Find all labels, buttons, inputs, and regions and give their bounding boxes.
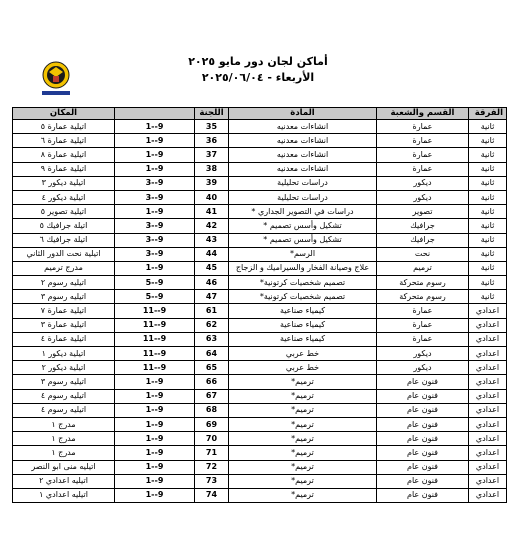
cell-subject: ترميم*	[229, 446, 377, 460]
cell-subject: انشاءات معدنيه	[229, 134, 377, 148]
cell-place: مدرج ١	[13, 446, 115, 460]
cell-time: 5--9	[115, 276, 195, 290]
cell-year: اعدادي	[469, 389, 507, 403]
cell-committee: 73	[195, 474, 229, 488]
committee-table	[12, 107, 507, 503]
cell-place: اتيلية ديكور ٤	[13, 190, 115, 204]
cell-time: 1--9	[115, 134, 195, 148]
cell-dept: عمارة	[377, 304, 469, 318]
cell-time: 3--9	[115, 176, 195, 190]
cell-place: اتيلية عمارة ٦	[13, 134, 115, 148]
cell-subject: ترميم*	[229, 432, 377, 446]
cell-place: مدرج ١	[13, 432, 115, 446]
table-row	[13, 120, 507, 134]
cell-subject: تصميم شخصيات كرتونية*	[229, 276, 377, 290]
cell-time: 11--9	[115, 318, 195, 332]
cell-committee: 61	[195, 304, 229, 318]
cell-place: اتيليه منى ابو النصر	[13, 460, 115, 474]
cell-dept: فنون عام	[377, 474, 469, 488]
cell-time: 1--9	[115, 488, 195, 502]
cell-committee: 42	[195, 219, 229, 233]
table-row	[13, 134, 507, 148]
cell-committee: 70	[195, 432, 229, 446]
cell-year: اعدادي	[469, 361, 507, 375]
cell-place: اتيليه رسوم ٢	[13, 276, 115, 290]
col-header-committee: اللجنة	[195, 108, 229, 120]
cell-year: ثانية	[469, 276, 507, 290]
table-row	[13, 176, 507, 190]
cell-committee: 35	[195, 120, 229, 134]
cell-time: 1--9	[115, 474, 195, 488]
cell-year: ثانية	[469, 247, 507, 261]
cell-dept: عمارة	[377, 162, 469, 176]
cell-year: ثانية	[469, 148, 507, 162]
cell-place: اتيلية عمارة ٨	[13, 148, 115, 162]
cell-year: اعدادي	[469, 417, 507, 431]
cell-year: اعدادي	[469, 318, 507, 332]
cell-dept: فنون عام	[377, 432, 469, 446]
cell-committee: 63	[195, 332, 229, 346]
cell-dept: فنون عام	[377, 403, 469, 417]
cell-committee: 72	[195, 460, 229, 474]
cell-place: مدرج ترميم	[13, 261, 115, 275]
cell-committee: 40	[195, 190, 229, 204]
page-title: أماكن لجان دور مايو ٢٠٢٥	[188, 55, 328, 68]
cell-committee: 36	[195, 134, 229, 148]
cell-committee: 66	[195, 375, 229, 389]
table-row	[13, 162, 507, 176]
cell-subject: انشاءات معدنيه	[229, 148, 377, 162]
cell-subject: خط عربي	[229, 347, 377, 361]
cell-committee: 71	[195, 446, 229, 460]
cell-time: 1--9	[115, 375, 195, 389]
cell-dept: ديكور	[377, 361, 469, 375]
cell-dept: عمارة	[377, 148, 469, 162]
cell-dept: فنون عام	[377, 417, 469, 431]
cell-committee: 62	[195, 318, 229, 332]
cell-time: 1--9	[115, 120, 195, 134]
table-row	[13, 290, 507, 304]
cell-year: اعدادي	[469, 375, 507, 389]
cell-subject: ترميم*	[229, 375, 377, 389]
cell-year: ثانية	[469, 205, 507, 219]
cell-place: اتيليه رسوم ٣	[13, 290, 115, 304]
cell-year: ثانية	[469, 134, 507, 148]
table-row	[13, 332, 507, 346]
cell-place: اتيلية تصوير ٥	[13, 205, 115, 219]
cell-time: 3--9	[115, 190, 195, 204]
cell-subject: ترميم*	[229, 403, 377, 417]
cell-dept: ديكور	[377, 176, 469, 190]
cell-time: 3--9	[115, 247, 195, 261]
cell-committee: 37	[195, 148, 229, 162]
cell-time: 1--9	[115, 417, 195, 431]
table-row	[13, 233, 507, 247]
cell-year: ثانية	[469, 176, 507, 190]
date-line: الأربعاء - ٢٠٢٥/٠٦/٠٤	[201, 71, 315, 84]
cell-place: اتيليه رسوم ٣	[13, 375, 115, 389]
cell-dept: ديكور	[377, 190, 469, 204]
cell-time: 1--9	[115, 205, 195, 219]
cell-dept: جرافيك	[377, 233, 469, 247]
cell-time: 11--9	[115, 361, 195, 375]
cell-committee: 44	[195, 247, 229, 261]
cell-subject: كيمياء صناعية	[229, 304, 377, 318]
cell-place: اتيلية نحت الدور الثاني	[13, 247, 115, 261]
col-header-subject: المادة	[229, 108, 377, 120]
table-row	[13, 304, 507, 318]
cell-dept: ديكور	[377, 347, 469, 361]
cell-committee: 41	[195, 205, 229, 219]
col-header-year: الفرقة	[469, 108, 507, 120]
cell-time: 1--9	[115, 148, 195, 162]
cell-subject: تصميم شخصيات كرتونية*	[229, 290, 377, 304]
cell-place: اتيلية عمارة ٧	[13, 304, 115, 318]
table-row	[13, 247, 507, 261]
cell-committee: 46	[195, 276, 229, 290]
cell-subject: انشاءات معدنيه	[229, 162, 377, 176]
cell-subject: ترميم*	[229, 417, 377, 431]
cell-subject: تشكيل وأسس تصميم *	[229, 233, 377, 247]
cell-year: اعدادي	[469, 474, 507, 488]
cell-committee: 43	[195, 233, 229, 247]
cell-subject: كيمياء صناعية	[229, 332, 377, 346]
cell-subject: كيمياء صناعية	[229, 318, 377, 332]
table-row	[13, 446, 507, 460]
cell-time: 11--9	[115, 332, 195, 346]
cell-committee: 39	[195, 176, 229, 190]
cell-place: اتيلة جرافيك ٥	[13, 219, 115, 233]
cell-dept: فنون عام	[377, 488, 469, 502]
cell-place: اتيلة جرافيك ٦	[13, 233, 115, 247]
table-row	[13, 148, 507, 162]
cell-subject: خط عربي	[229, 361, 377, 375]
cell-committee: 69	[195, 417, 229, 431]
cell-year: اعدادي	[469, 446, 507, 460]
cell-place: اتيلية عمارة ٣	[13, 318, 115, 332]
cell-time: 3--9	[115, 219, 195, 233]
cell-year: اعدادي	[469, 332, 507, 346]
cell-dept: عمارة	[377, 318, 469, 332]
cell-year: ثانية	[469, 233, 507, 247]
table-header-row	[13, 108, 507, 120]
cell-place: اتيليه اعدادي ١	[13, 488, 115, 502]
table-row	[13, 403, 507, 417]
cell-place: اتيليه اعدادي ٢	[13, 474, 115, 488]
cell-time: 5--9	[115, 290, 195, 304]
cell-year: اعدادي	[469, 403, 507, 417]
cell-year: اعدادي	[469, 347, 507, 361]
cell-committee: 45	[195, 261, 229, 275]
cell-dept: عمارة	[377, 134, 469, 148]
cell-time: 1--9	[115, 261, 195, 275]
cell-dept: عمارة	[377, 332, 469, 346]
table-row	[13, 389, 507, 403]
cell-dept: فنون عام	[377, 389, 469, 403]
cell-place: اتيلية عمارة ٤	[13, 332, 115, 346]
cell-dept: ترميم	[377, 261, 469, 275]
cell-year: ثانية	[469, 120, 507, 134]
table-row	[13, 219, 507, 233]
cell-time: 1--9	[115, 162, 195, 176]
cell-dept: جرافيك	[377, 219, 469, 233]
cell-subject: ترميم*	[229, 389, 377, 403]
cell-place: مدرج ١	[13, 417, 115, 431]
cell-dept: فنون عام	[377, 446, 469, 460]
cell-time: 1--9	[115, 403, 195, 417]
cell-dept: تصوير	[377, 205, 469, 219]
cell-subject: دراسات تحليلية	[229, 176, 377, 190]
cell-committee: 67	[195, 389, 229, 403]
cell-dept: رسوم متحركة	[377, 290, 469, 304]
table-row	[13, 318, 507, 332]
cell-place: اتيلية ديكور ٢	[13, 361, 115, 375]
cell-committee: 64	[195, 347, 229, 361]
cell-place: اتيلية عمارة ٩	[13, 162, 115, 176]
cell-year: ثانية	[469, 261, 507, 275]
cell-place: اتيلية ديكور ١	[13, 347, 115, 361]
cell-place: اتيلية عمارة ٥	[13, 120, 115, 134]
cell-year: ثانية	[469, 162, 507, 176]
cell-subject: تشكيل وأسس تصميم *	[229, 219, 377, 233]
cell-dept: رسوم متحركة	[377, 276, 469, 290]
cell-year: اعدادي	[469, 304, 507, 318]
table-row	[13, 361, 507, 375]
cell-subject: علاج وصيانة الفخار والسيراميك و الزجاج	[229, 261, 377, 275]
cell-year: ثانية	[469, 290, 507, 304]
cell-subject: انشاءات معدنيه	[229, 120, 377, 134]
cell-subject: ترميم*	[229, 474, 377, 488]
cell-subject: ترميم*	[229, 488, 377, 502]
col-header-dept: القسم والشعبة	[377, 108, 469, 120]
col-header-time	[115, 108, 195, 120]
cell-time: 3--9	[115, 233, 195, 247]
cell-dept: فنون عام	[377, 375, 469, 389]
cell-year: اعدادي	[469, 432, 507, 446]
cell-committee: 38	[195, 162, 229, 176]
cell-dept: نحت	[377, 247, 469, 261]
cell-committee: 65	[195, 361, 229, 375]
cell-time: 1--9	[115, 446, 195, 460]
cell-year: اعدادي	[469, 488, 507, 502]
cell-committee: 47	[195, 290, 229, 304]
table-row	[13, 432, 507, 446]
col-header-place: المكان	[13, 108, 115, 120]
table-row	[13, 460, 507, 474]
table-row	[13, 347, 507, 361]
cell-subject: دراسات في التصوير الجداري *	[229, 205, 377, 219]
cell-year: ثانية	[469, 190, 507, 204]
table-row	[13, 276, 507, 290]
cell-time: 11--9	[115, 304, 195, 318]
cell-dept: عمارة	[377, 120, 469, 134]
cell-subject: دراسات تحليلية	[229, 190, 377, 204]
table-row	[13, 417, 507, 431]
cell-time: 11--9	[115, 347, 195, 361]
table-row	[13, 474, 507, 488]
cell-subject: ترميم*	[229, 460, 377, 474]
table-row	[13, 205, 507, 219]
cell-subject: الرسم*	[229, 247, 377, 261]
table-row	[13, 488, 507, 502]
cell-place: اتيليه رسوم ٤	[13, 403, 115, 417]
table-row	[13, 375, 507, 389]
cell-time: 1--9	[115, 389, 195, 403]
cell-time: 1--9	[115, 460, 195, 474]
cell-year: اعدادي	[469, 460, 507, 474]
table-row	[13, 261, 507, 275]
cell-year: ثانية	[469, 219, 507, 233]
cell-place: اتيليه رسوم ٤	[13, 389, 115, 403]
cell-committee: 74	[195, 488, 229, 502]
cell-dept: فنون عام	[377, 460, 469, 474]
cell-committee: 68	[195, 403, 229, 417]
cell-place: اتيلية ديكور ٣	[13, 176, 115, 190]
table-row	[13, 190, 507, 204]
cell-time: 1--9	[115, 432, 195, 446]
